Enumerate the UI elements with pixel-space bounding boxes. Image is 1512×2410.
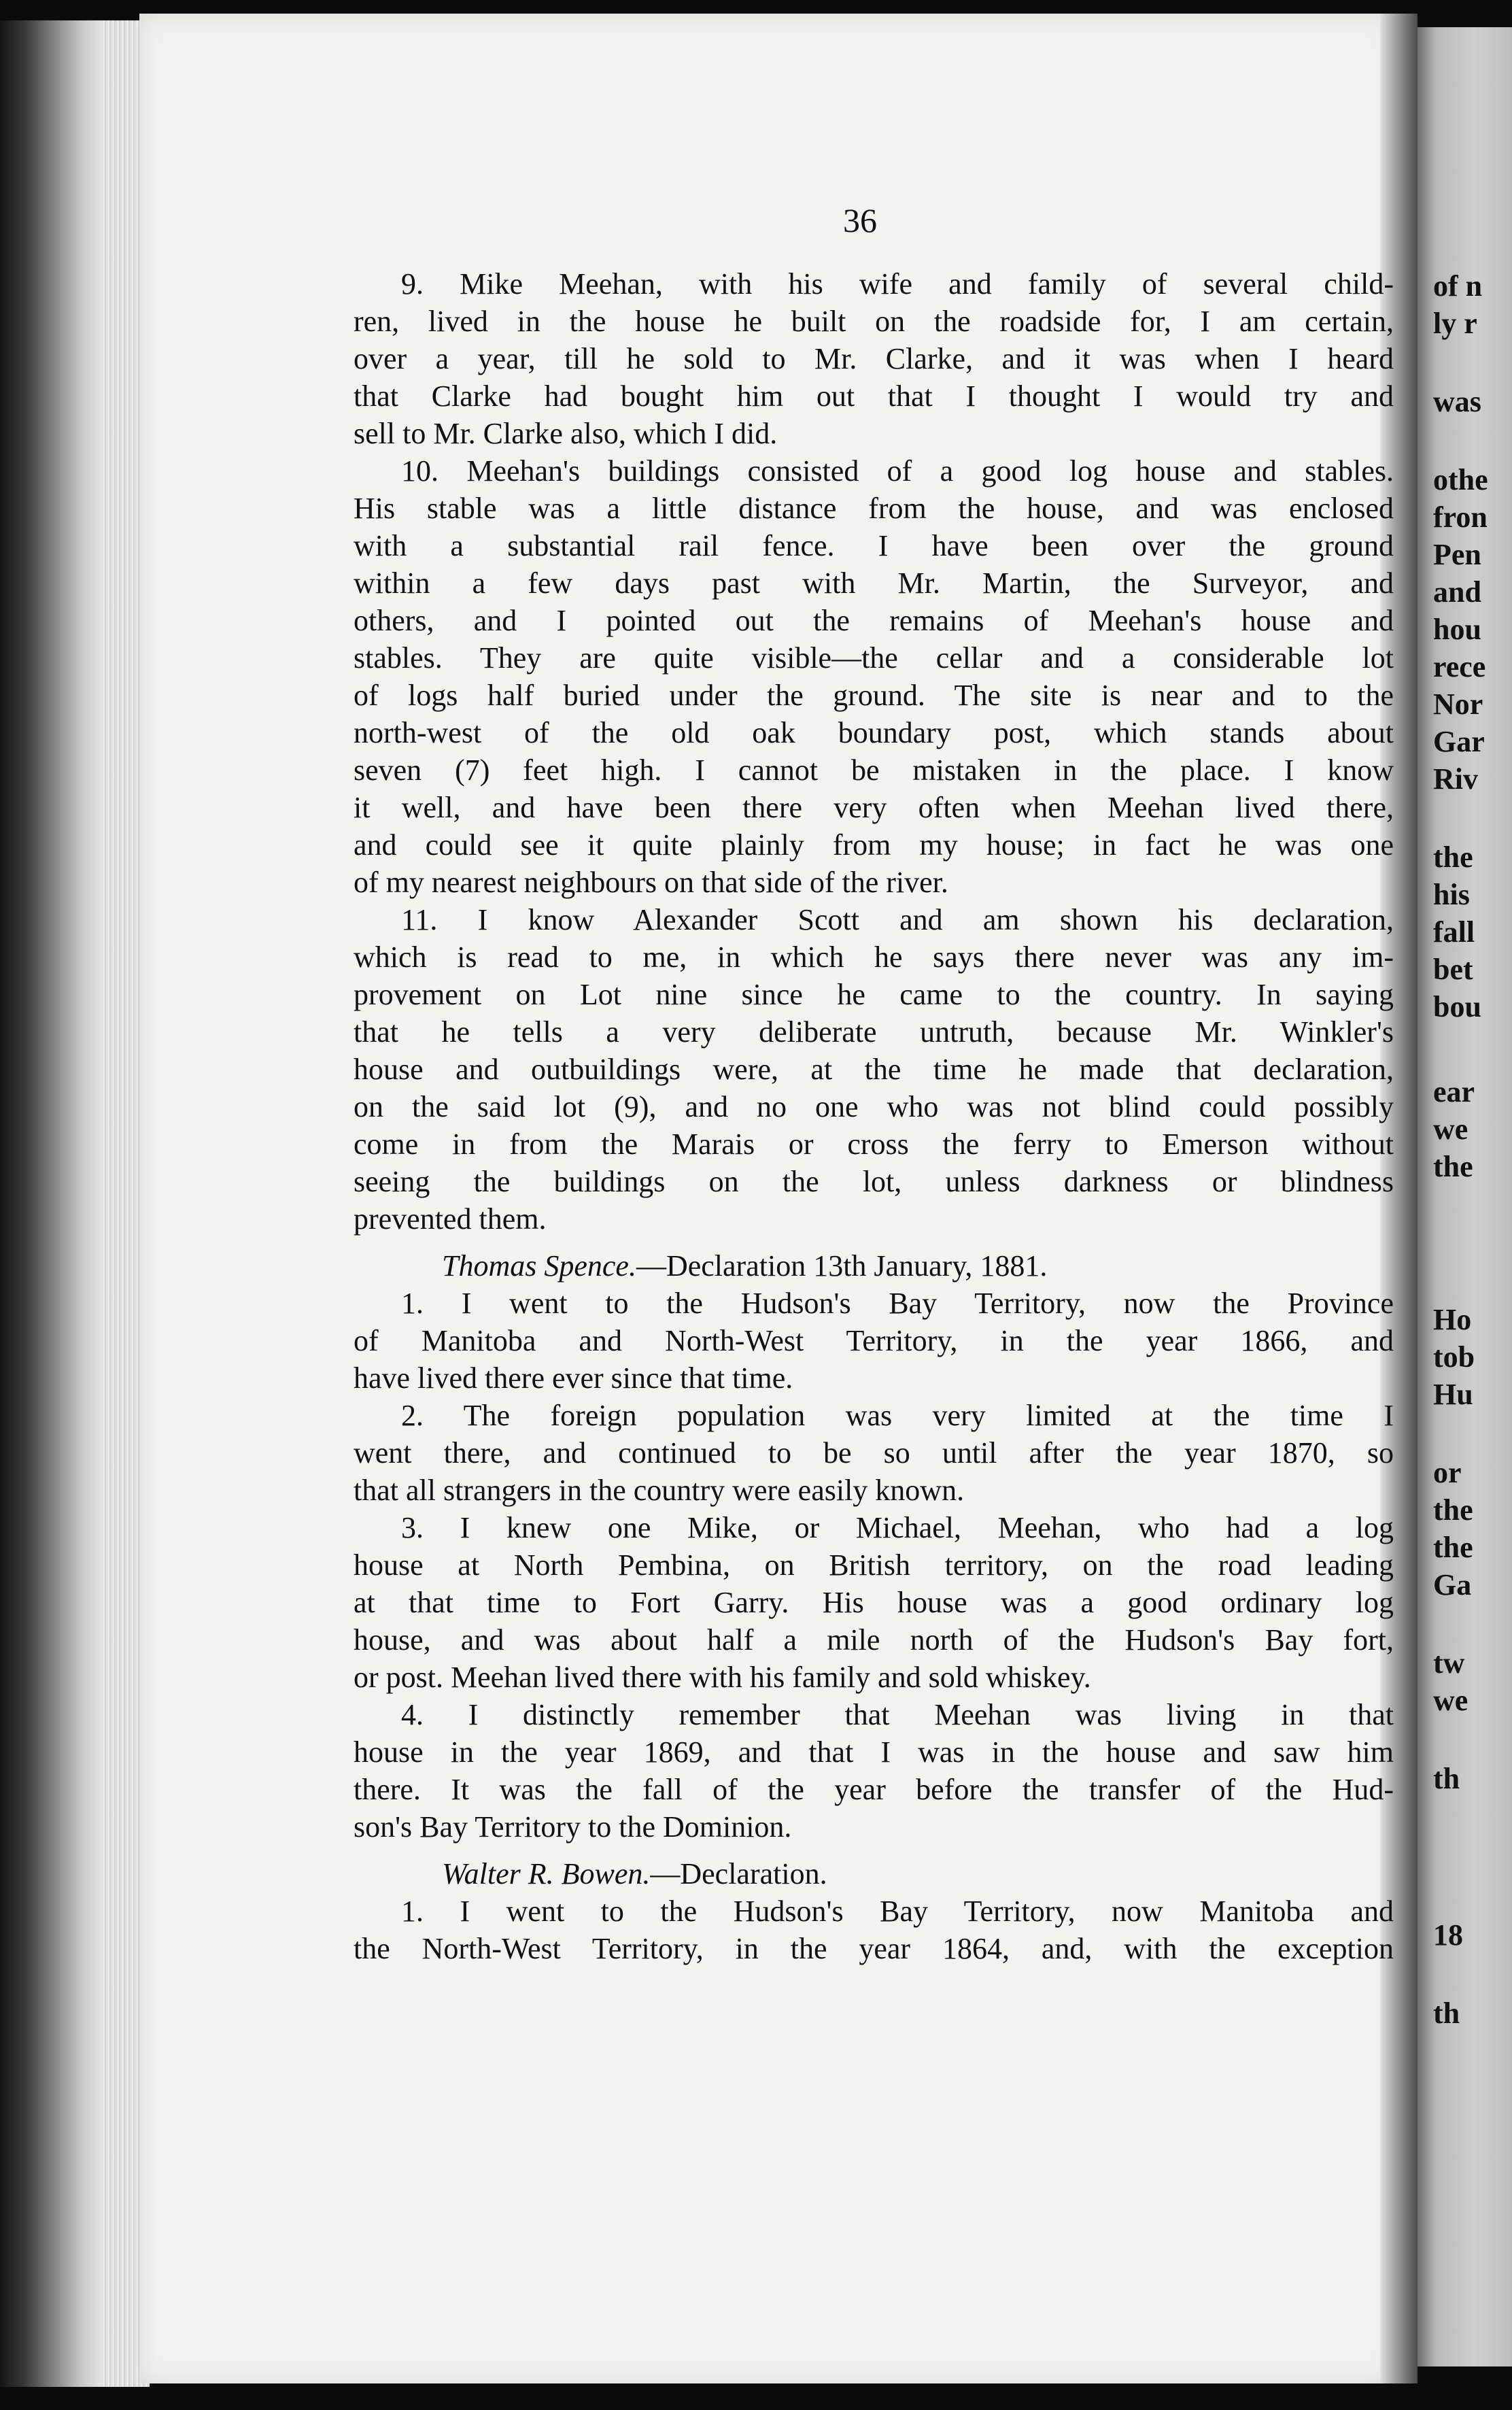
facing-page-fragment-text: we [1433, 1684, 1468, 1717]
text-line-content: stables. They are quite visible—the cellar and a considerable lot [354, 641, 1394, 675]
facing-page-fragment-text: hou [1433, 613, 1481, 646]
facing-page-fragment-text: of n [1433, 269, 1483, 303]
facing-page-fragment-text: ly r [1433, 307, 1477, 340]
text-line [354, 1088, 1394, 1125]
text-line [354, 452, 1394, 490]
text-line-content: of Manitoba and North-West Territory, in the year 1866, and [354, 1324, 1394, 1357]
facing-page-fragment-text: Gar [1433, 725, 1485, 758]
facing-page-fragment-text: the [1433, 1493, 1473, 1527]
text-line [354, 1509, 1394, 1546]
text-line [354, 1855, 1394, 1893]
text-line-content: with a substantial rail fence. I have been over the ground [354, 529, 1394, 562]
text-line-content: come in from the Marais or cross the ferry to Emerson without [354, 1127, 1394, 1161]
text-line-content: within a few days past with Mr. Martin, the Surveyor, and [354, 566, 1394, 600]
text-line-content: that all strangers in the country were easily known. [354, 1474, 965, 1507]
text-line [354, 1893, 1394, 1930]
text-line [354, 1472, 1394, 1509]
text-line [354, 1285, 1394, 1322]
text-line-content: seven (7) feet high. I cannot be mistaken in the place. I know [354, 753, 1394, 787]
text-line [354, 415, 1394, 452]
text-line [354, 1359, 1394, 1397]
text-line-content: went there, and continued to be so until after the year 1870, so [354, 1436, 1394, 1470]
text-line-content: 9. Mike Meehan, with his wife and family of several child- [401, 267, 1394, 301]
text-line-content: house in the year 1869, and that I was in the house and saw him [354, 1735, 1394, 1769]
text-line [354, 602, 1394, 639]
declarant-name: Thomas Spence. [442, 1249, 636, 1283]
facing-page-fragment-text: his [1433, 878, 1470, 911]
text-line-content: 1. I went to the Hudson's Bay Territory, now the Province [401, 1287, 1394, 1320]
facing-page-fragment-text: and [1433, 575, 1481, 609]
text-line [354, 1397, 1394, 1434]
text-line [354, 1546, 1394, 1584]
text-line [354, 265, 1394, 303]
facing-page-fragment-text: we [1433, 1113, 1468, 1146]
text-line-content: house and outbuildings were, at the time he made that declaration, [354, 1053, 1394, 1086]
text-line [354, 340, 1394, 377]
facing-page-fragment-text: Riv [1433, 762, 1478, 796]
text-line-content: the North-West Territory, in the year 1864, and, with the exception [354, 1932, 1394, 1965]
text-line [354, 1247, 1394, 1285]
text-line-content: over a year, till he sold to Mr. Clarke, and it was when I heard [354, 342, 1394, 375]
text-line [354, 789, 1394, 826]
text-line-content: it well, and have been there very often when Meehan lived there, [354, 791, 1394, 824]
text-line-content: ren, lived in the house he built on the roadside for, I am certain, [354, 305, 1394, 338]
facing-page-fragment-text: Nor [1433, 688, 1483, 721]
facing-page-fragment-text: fron [1433, 500, 1488, 534]
facing-page-fragment-text: bet [1433, 953, 1473, 986]
text-line-content: of my nearest neighbours on that side of the river. [354, 866, 948, 899]
facing-page-fragment-text: Ga [1433, 1568, 1472, 1601]
text-line-content: 11. I know Alexander Scott and am shown his declaration, [401, 903, 1394, 936]
facing-page-fragment-text: Ho [1433, 1303, 1472, 1336]
text-line [354, 1163, 1394, 1200]
text-line [354, 714, 1394, 751]
facing-page-fragment-text: th [1433, 1997, 1460, 2030]
facing-page-fragment-text: tob [1433, 1340, 1475, 1374]
text-line-content: prevented them. [354, 1202, 547, 1236]
text-line-content: 3. I knew one Mike, or Michael, Meehan, who had a log [401, 1511, 1394, 1544]
facing-page-text [1433, 0, 1512, 2410]
text-line-content: which is read to me, in which he says there never was any im- [354, 940, 1394, 974]
facing-page-fragment-text: bou [1433, 990, 1481, 1023]
text-line-content: and could see it quite plainly from my house; in fact he was one [354, 828, 1394, 862]
text-line-content: 4. I distinctly remember that Meehan was living in that [401, 1698, 1394, 1731]
text-line [354, 1621, 1394, 1659]
text-line [354, 976, 1394, 1013]
text-line [354, 1125, 1394, 1163]
text-line [354, 527, 1394, 564]
declarant-name: Walter R. Bowen. [442, 1857, 651, 1890]
text-line-content: 2. The foreign population was very limited at the time I [401, 1399, 1394, 1432]
text-line-content: have lived there ever since that time. [354, 1361, 793, 1395]
facing-page-fragment-text: the [1433, 841, 1473, 874]
text-line [354, 1051, 1394, 1088]
text-line-content: others, and I pointed out the remains of Meehan's house and [354, 604, 1394, 637]
facing-page-fragment-text: othe [1433, 463, 1488, 496]
text-line [354, 901, 1394, 938]
text-line-content: 1. I went to the Hudson's Bay Territory, now Manitoba and [401, 1895, 1394, 1928]
text-line-content: on the said lot (9), and no one who was not blind could possibly [354, 1090, 1394, 1123]
text-line [354, 677, 1394, 714]
facing-page-fragment-text: the [1433, 1150, 1473, 1183]
text-line [354, 864, 1394, 901]
text-line [354, 639, 1394, 677]
text-line [354, 1584, 1394, 1621]
text-line [354, 490, 1394, 527]
text-line-content: son's Bay Territory to the Dominion. [354, 1810, 792, 1844]
text-line [354, 377, 1394, 415]
facing-page-fragment-text: 18 [1433, 1918, 1463, 1952]
text-line-content: that Clarke had bought him out that I thought I would try and [354, 379, 1394, 413]
text-line-content: His stable was a little distance from the house, and was enclosed [354, 492, 1394, 525]
text-line-content: 10. Meehan's buildings consisted of a good log house and stables. [401, 454, 1394, 488]
text-line-content: —Declaration 13th January, 1881. [636, 1249, 1048, 1283]
facing-page-fragment-text: tw [1433, 1646, 1465, 1680]
text-line [354, 1434, 1394, 1472]
facing-page-fragment-text: was [1433, 385, 1481, 418]
page-body-text [354, 265, 1394, 1967]
facing-page-fragment-text: the [1433, 1531, 1473, 1564]
book-left-edge [0, 20, 102, 2387]
text-line-content: north-west of the old oak boundary post, which stands about [354, 716, 1394, 749]
text-line [354, 303, 1394, 340]
page-number: 36 [843, 201, 877, 239]
facing-page-fragment-text: fall [1433, 915, 1475, 949]
text-line-content: —Declaration. [650, 1857, 827, 1890]
text-line-content: house, and was about half a mile north of the Hudson's Bay fort, [354, 1623, 1394, 1657]
text-line-content: sell to Mr. Clarke also, which I did. [354, 417, 778, 450]
text-line-content: seeing the buildings on the lot, unless darkness or blindness [354, 1165, 1394, 1198]
text-line-content: provement on Lot nine since he came to the country. In saying [354, 978, 1394, 1011]
text-line-content: of logs half buried under the ground. The site is near and to the [354, 679, 1394, 712]
text-line-content: there. It was the fall of the year before the transfer of the Hud- [354, 1773, 1394, 1806]
text-line-content: or post. Meehan lived there with his family and sold whiskey. [354, 1661, 1091, 1694]
text-line-content: that he tells a very deliberate untruth, because Mr. Winkler's [354, 1015, 1394, 1049]
facing-page-fragment-text: th [1433, 1762, 1460, 1795]
text-line [354, 1013, 1394, 1051]
facing-page-fragment-text: or [1433, 1456, 1462, 1489]
text-line [354, 826, 1394, 864]
text-line-content: house at North Pembina, on British territory, on the road leading [354, 1548, 1394, 1582]
text-line [354, 1733, 1394, 1771]
facing-page-fragment-text: Hu [1433, 1378, 1473, 1411]
text-line [354, 1200, 1394, 1238]
text-line [354, 1322, 1394, 1359]
text-line [354, 1930, 1394, 1967]
text-line [354, 1659, 1394, 1696]
facing-page-fragment-text: ear [1433, 1075, 1475, 1108]
facing-page-fragment-text: Pen [1433, 538, 1481, 571]
text-line-content: at that time to Fort Garry. His house was a good ordinary log [354, 1586, 1394, 1619]
text-line [354, 1771, 1394, 1808]
text-line [354, 751, 1394, 789]
text-line [354, 564, 1394, 602]
text-line [354, 1808, 1394, 1846]
text-line [354, 1696, 1394, 1733]
facing-page-fragment-text: rece [1433, 650, 1486, 683]
text-line [354, 938, 1394, 976]
